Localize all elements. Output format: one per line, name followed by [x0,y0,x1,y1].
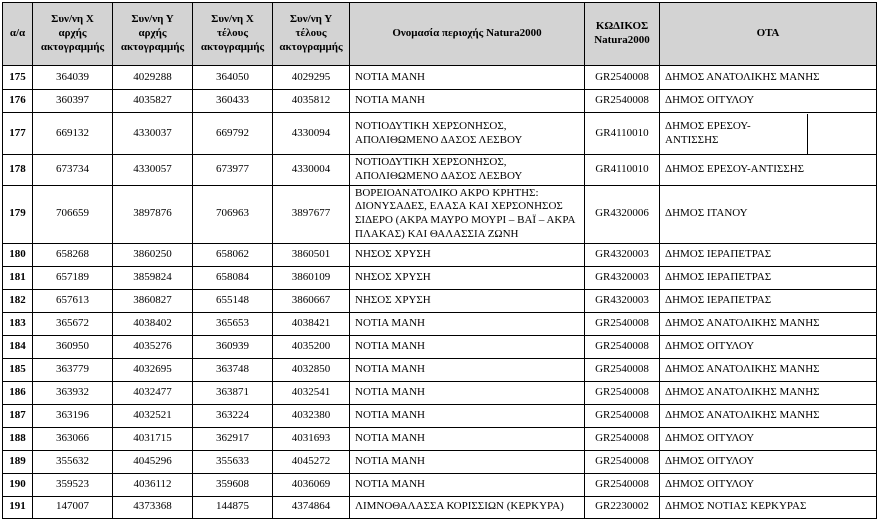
row-index-cell: 187 [3,404,33,427]
natura-code-cell: GR4320006 [585,185,660,243]
natura-code-cell: GR2540008 [585,473,660,496]
table-row [3,496,877,518]
table-row [3,155,877,186]
table-row [3,113,877,155]
table-row [3,450,877,473]
natura-name-cell: ΝΟΤΙΑ ΜΑΝΗ [350,381,585,404]
header-natura-code: ΚΩΔΙΚΟΣ Natura2000 [585,3,660,66]
x-end-cell: 365653 [193,312,273,335]
x-end-cell: 364050 [193,66,273,90]
x-start-cell: 363932 [33,381,113,404]
ota-cell: ΔΗΜΟΣ ΟΙΤΥΛΟΥ [660,427,877,450]
y-end-cell: 4032850 [273,358,350,381]
row-index-cell: 184 [3,335,33,358]
x-start-cell: 363066 [33,427,113,450]
y-start-cell: 4038402 [113,312,193,335]
x-start-cell: 658268 [33,243,113,266]
ota-cell: ΔΗΜΟΣ ΑΝΑΤΟΛΙΚΗΣ ΜΑΝΗΣ [660,404,877,427]
ota-cell [660,113,877,155]
natura-name-cell: ΝΟΤΙΑ ΜΑΝΗ [350,312,585,335]
y-start-cell: 4035276 [113,335,193,358]
natura-name-cell: ΝΟΤΙΟΔΥΤΙΚΗ ΧΕΡΣΟΝΗΣΟΣ, ΑΠΟΛΙΘΩΜΕΝΟ ΔΑΣΟΣ ΛΕΣΒΟΥ [350,155,585,186]
x-start-cell: 360397 [33,90,113,113]
ota-cell: ΔΗΜΟΣ ΟΙΤΥΛΟΥ [660,335,877,358]
table-row [3,243,877,266]
x-end-cell: 360939 [193,335,273,358]
x-start-cell: 706659 [33,185,113,243]
y-start-cell: 4029288 [113,66,193,90]
x-end-cell: 355633 [193,450,273,473]
ota-cell: ΔΗΜΟΣ ΑΝΑΤΟΛΙΚΗΣ ΜΑΝΗΣ [660,358,877,381]
natura-name-cell: ΝΟΤΙΑ ΜΑΝΗ [350,90,585,113]
natura-name-cell: ΝΗΣΟΣ ΧΡΥΣΗ [350,243,585,266]
row-index-cell: 186 [3,381,33,404]
natura-name-cell: ΝΟΤΙΑ ΜΑΝΗ [350,450,585,473]
row-index-cell: 189 [3,450,33,473]
natura-code-cell: GR4110010 [585,113,660,155]
natura-name-cell: ΝΟΤΙΑ ΜΑΝΗ [350,66,585,90]
ota-cell: ΔΗΜΟΣ ΟΙΤΥΛΟΥ [660,450,877,473]
ota-cell: ΔΗΜΟΣ ΙΕΡΑΠΕΤΡΑΣ [660,266,877,289]
ota-cell: ΔΗΜΟΣ ΑΝΑΤΟΛΙΚΗΣ ΜΑΝΗΣ [660,312,877,335]
x-end-cell: 706963 [193,185,273,243]
natura-name-cell: ΝΟΤΙΑ ΜΑΝΗ [350,335,585,358]
natura-name-cell: ΝΗΣΟΣ ΧΡΥΣΗ [350,289,585,312]
table-row [3,473,877,496]
y-end-cell: 4374864 [273,496,350,518]
header-natura-name: Ονομασία περιοχής Natura2000 [350,3,585,66]
ota-cell: ΔΗΜΟΣ ΙΕΡΑΠΕΤΡΑΣ [660,243,877,266]
natura-code-cell: GR4320003 [585,266,660,289]
y-end-cell: 4330094 [273,113,350,155]
table-body [3,66,877,519]
table-row [3,66,877,90]
y-end-cell: 4036069 [273,473,350,496]
table-header [3,3,877,66]
table-row [3,335,877,358]
natura-name-cell: ΝΟΤΙΑ ΜΑΝΗ [350,404,585,427]
y-end-cell: 4032380 [273,404,350,427]
y-start-cell: 4032521 [113,404,193,427]
header-x-start: Συν/νη Χ αρχής ακτογραμμής [33,3,113,66]
x-start-cell: 673734 [33,155,113,186]
row-index-cell: 175 [3,66,33,90]
row-index-cell: 178 [3,155,33,186]
row-index-cell: 177 [3,113,33,155]
natura-code-cell: GR2230002 [585,496,660,518]
row-index-cell: 181 [3,266,33,289]
row-index-cell: 182 [3,289,33,312]
ota-cell: ΔΗΜΟΣ ΙΤΑΝΟΥ [660,185,877,243]
table-row [3,90,877,113]
header-y-end: Συν/νη Υ τέλους ακτογραμμής [273,3,350,66]
x-start-cell: 359523 [33,473,113,496]
row-index-cell: 179 [3,185,33,243]
x-start-cell: 360950 [33,335,113,358]
row-index-cell: 185 [3,358,33,381]
ota-text-subcell: ΔΗΜΟΣ ΕΡΕΣΟΥ-ΑΝΤΙΣΣΗΣ [665,119,751,146]
natura-name-cell: ΝΟΤΙΑ ΜΑΝΗ [350,358,585,381]
natura-code-cell: GR2540008 [585,90,660,113]
natura-code-cell: GR2540008 [585,427,660,450]
ota-cell: ΔΗΜΟΣ ΟΙΤΥΛΟΥ [660,90,877,113]
y-end-cell: 4330004 [273,155,350,186]
y-start-cell: 3859824 [113,266,193,289]
x-end-cell: 655148 [193,289,273,312]
x-start-cell: 365672 [33,312,113,335]
x-start-cell: 657189 [33,266,113,289]
natura-name-cell: ΒΟΡΕΙΟΑΝΑΤΟΛΙΚΟ ΑΚΡΟ ΚΡΗΤΗΣ: ΔΙΟΝΥΣΑΔΕΣ, ΕΛΑΣΑ ΚΑΙ ΧΕΡΣΟΝΗΣΟΣ ΣΙΔΕΡΟ (ΑΚΡΑ ΜΑΥΡΟ ΜΟΥΡΙ – ΒΑΪ – ΑΚΡΑ ΠΛΑΚΑΣ) ΚΑΙ ΘΑΛΑΣΣΙΑ ΖΩΝΗ [350,185,585,243]
y-end-cell: 4045272 [273,450,350,473]
x-start-cell: 147007 [33,496,113,518]
x-start-cell: 355632 [33,450,113,473]
row-index-cell: 176 [3,90,33,113]
x-end-cell: 363224 [193,404,273,427]
x-start-cell: 657613 [33,289,113,312]
header-ota: ΟΤΑ [660,3,877,66]
ota-cell: ΔΗΜΟΣ ΕΡΕΣΟΥ-ΑΝΤΙΣΣΗΣ [660,155,877,186]
table-row [3,381,877,404]
table-row [3,312,877,335]
natura-name-cell: ΝΟΤΙΑ ΜΑΝΗ [350,473,585,496]
x-end-cell: 669792 [193,113,273,155]
y-start-cell: 3897876 [113,185,193,243]
natura-code-cell: GR4110010 [585,155,660,186]
y-end-cell: 3897677 [273,185,350,243]
row-index-cell: 188 [3,427,33,450]
y-start-cell: 4373368 [113,496,193,518]
ota-cell: ΔΗΜΟΣ ΙΕΡΑΠΕΤΡΑΣ [660,289,877,312]
y-end-cell: 3860667 [273,289,350,312]
row-index-cell: 190 [3,473,33,496]
natura-code-cell: GR2540008 [585,66,660,90]
y-start-cell: 4032477 [113,381,193,404]
natura-code-cell: GR2540008 [585,450,660,473]
natura-code-cell: GR2540008 [585,312,660,335]
x-end-cell: 144875 [193,496,273,518]
y-end-cell: 3860501 [273,243,350,266]
natura-name-cell: ΝΟΤΙΑ ΜΑΝΗ [350,427,585,450]
y-end-cell: 4032541 [273,381,350,404]
y-end-cell: 4031693 [273,427,350,450]
x-end-cell: 363748 [193,358,273,381]
y-end-cell: 4038421 [273,312,350,335]
y-start-cell: 4032695 [113,358,193,381]
ota-cell: ΔΗΜΟΣ ΝΟΤΙΑΣ ΚΕΡΚΥΡΑΣ [660,496,877,518]
row-index-cell: 183 [3,312,33,335]
table-row [3,266,877,289]
ota-cell: ΔΗΜΟΣ ΑΝΑΤΟΛΙΚΗΣ ΜΑΝΗΣ [660,381,877,404]
y-start-cell: 4045296 [113,450,193,473]
header-row [3,3,877,66]
y-end-cell: 4035200 [273,335,350,358]
natura-code-cell: GR2540008 [585,404,660,427]
x-start-cell: 364039 [33,66,113,90]
header-x-end: Συν/νη Χ τέλους ακτογραμμής [193,3,273,66]
natura-code-cell: GR2540008 [585,358,660,381]
y-start-cell: 4031715 [113,427,193,450]
table-row [3,289,877,312]
y-end-cell: 3860109 [273,266,350,289]
table-row [3,358,877,381]
row-index-cell: 191 [3,496,33,518]
x-start-cell: 669132 [33,113,113,155]
ota-cell: ΔΗΜΟΣ ΑΝΑΤΟΛΙΚΗΣ ΜΑΝΗΣ [660,66,877,90]
table-row [3,427,877,450]
y-start-cell: 3860827 [113,289,193,312]
table-row [3,185,877,243]
ota-empty-subcell [807,114,876,154]
row-index-cell: 180 [3,243,33,266]
y-start-cell: 3860250 [113,243,193,266]
x-end-cell: 673977 [193,155,273,186]
y-end-cell: 4029295 [273,66,350,90]
natura-code-cell: GR4320003 [585,243,660,266]
natura-name-cell: ΝΟΤΙΟΔΥΤΙΚΗ ΧΕΡΣΟΝΗΣΟΣ, ΑΠΟΛΙΘΩΜΕΝΟ ΔΑΣΟΣ ΛΕΣΒΟΥ [350,113,585,155]
x-end-cell: 658084 [193,266,273,289]
x-end-cell: 360433 [193,90,273,113]
x-end-cell: 658062 [193,243,273,266]
x-end-cell: 362917 [193,427,273,450]
natura2000-coastline-table [2,2,877,519]
x-end-cell: 363871 [193,381,273,404]
y-end-cell: 4035812 [273,90,350,113]
ota-cell: ΔΗΜΟΣ ΟΙΤΥΛΟΥ [660,473,877,496]
x-end-cell: 359608 [193,473,273,496]
natura-code-cell: GR4320003 [585,289,660,312]
natura-code-cell: GR2540008 [585,335,660,358]
x-start-cell: 363196 [33,404,113,427]
y-start-cell: 4035827 [113,90,193,113]
natura-code-cell: GR2540008 [585,381,660,404]
natura-name-cell: ΝΗΣΟΣ ΧΡΥΣΗ [350,266,585,289]
table-row [3,404,877,427]
header-row-index: α/α [3,3,33,66]
ota-split-wrap [660,114,876,154]
y-start-cell: 4330037 [113,113,193,155]
y-start-cell: 4330057 [113,155,193,186]
header-y-start: Συν/νη Υ αρχής ακτογραμμής [113,3,193,66]
y-start-cell: 4036112 [113,473,193,496]
natura-name-cell: ΛΙΜΝΟΘΑΛΑΣΣΑ ΚΟΡΙΣΣΙΩΝ (ΚΕΡΚΥΡΑ) [350,496,585,518]
x-start-cell: 363779 [33,358,113,381]
